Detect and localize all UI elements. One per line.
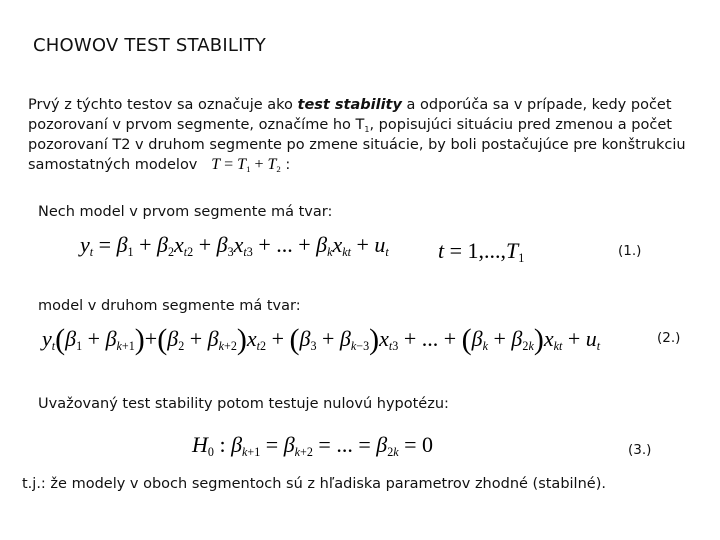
equation-2: $y_t(\beta_1 + \beta_{k+1})+(\beta_2 + \beta_{k+2})x_{t2} + (\beta_3 + \beta_{k-3})x_{t3}$ + ... + $(\beta_k + \beta_{2k})x_{kt} + u_t$ (42, 323, 601, 356)
equation-number-1: (1.) (618, 243, 642, 259)
page-title: CHOWOV TEST STABILITY (33, 35, 266, 56)
conclusion-text: t.j.: že modely v oboch segmentoch sú z hľadiska parametrov zhodné (stabilné). (22, 476, 606, 492)
intro-text-1: Prvý z týchto testov sa označuje ako (28, 97, 298, 113)
intro-text-2: a odporúča sa v prípade, kedy počet pozorovaní v prvom segmente, označíme ho T (28, 97, 672, 133)
equation-3: $H_0$ : $\beta_{k+1} = \beta_{k+2}$ = ... = $\beta_{2k} = 0$ (192, 432, 434, 460)
intro-paragraph (28, 95, 708, 175)
equation-1-range: $t = 1,...,T_1$ (438, 238, 525, 266)
intro-text-3: , popisujúci situáciu pred zmenou a počet pozorovaní T2 v druhom segmente po zmene situácie, by boli postačujúce pre konštrukciu samostatných modelov (28, 117, 686, 173)
equation-number-2: (2.) (657, 330, 681, 346)
intro-text-4: : (280, 157, 291, 173)
intro-emphasis: test stability (297, 97, 402, 113)
formula-t-sum: $T = T_1 + T_2$ (211, 156, 281, 175)
equation-number-3: (3.) (628, 442, 652, 458)
hypothesis-label: Uvažovaný test stability potom testuje nulovú hypotézu: (38, 396, 449, 412)
segment1-label: Nech model v prvom segmente má tvar: (38, 204, 333, 220)
intro-subscript: 1 (364, 124, 370, 134)
segment2-label: model v druhom segmente má tvar: (38, 298, 301, 314)
equation-1: $y_t = \beta_1 + \beta_2x_{t2} + \beta_3x_{t3}$ + ... + $\beta_kx_{kt} + u_t$ (80, 232, 389, 260)
